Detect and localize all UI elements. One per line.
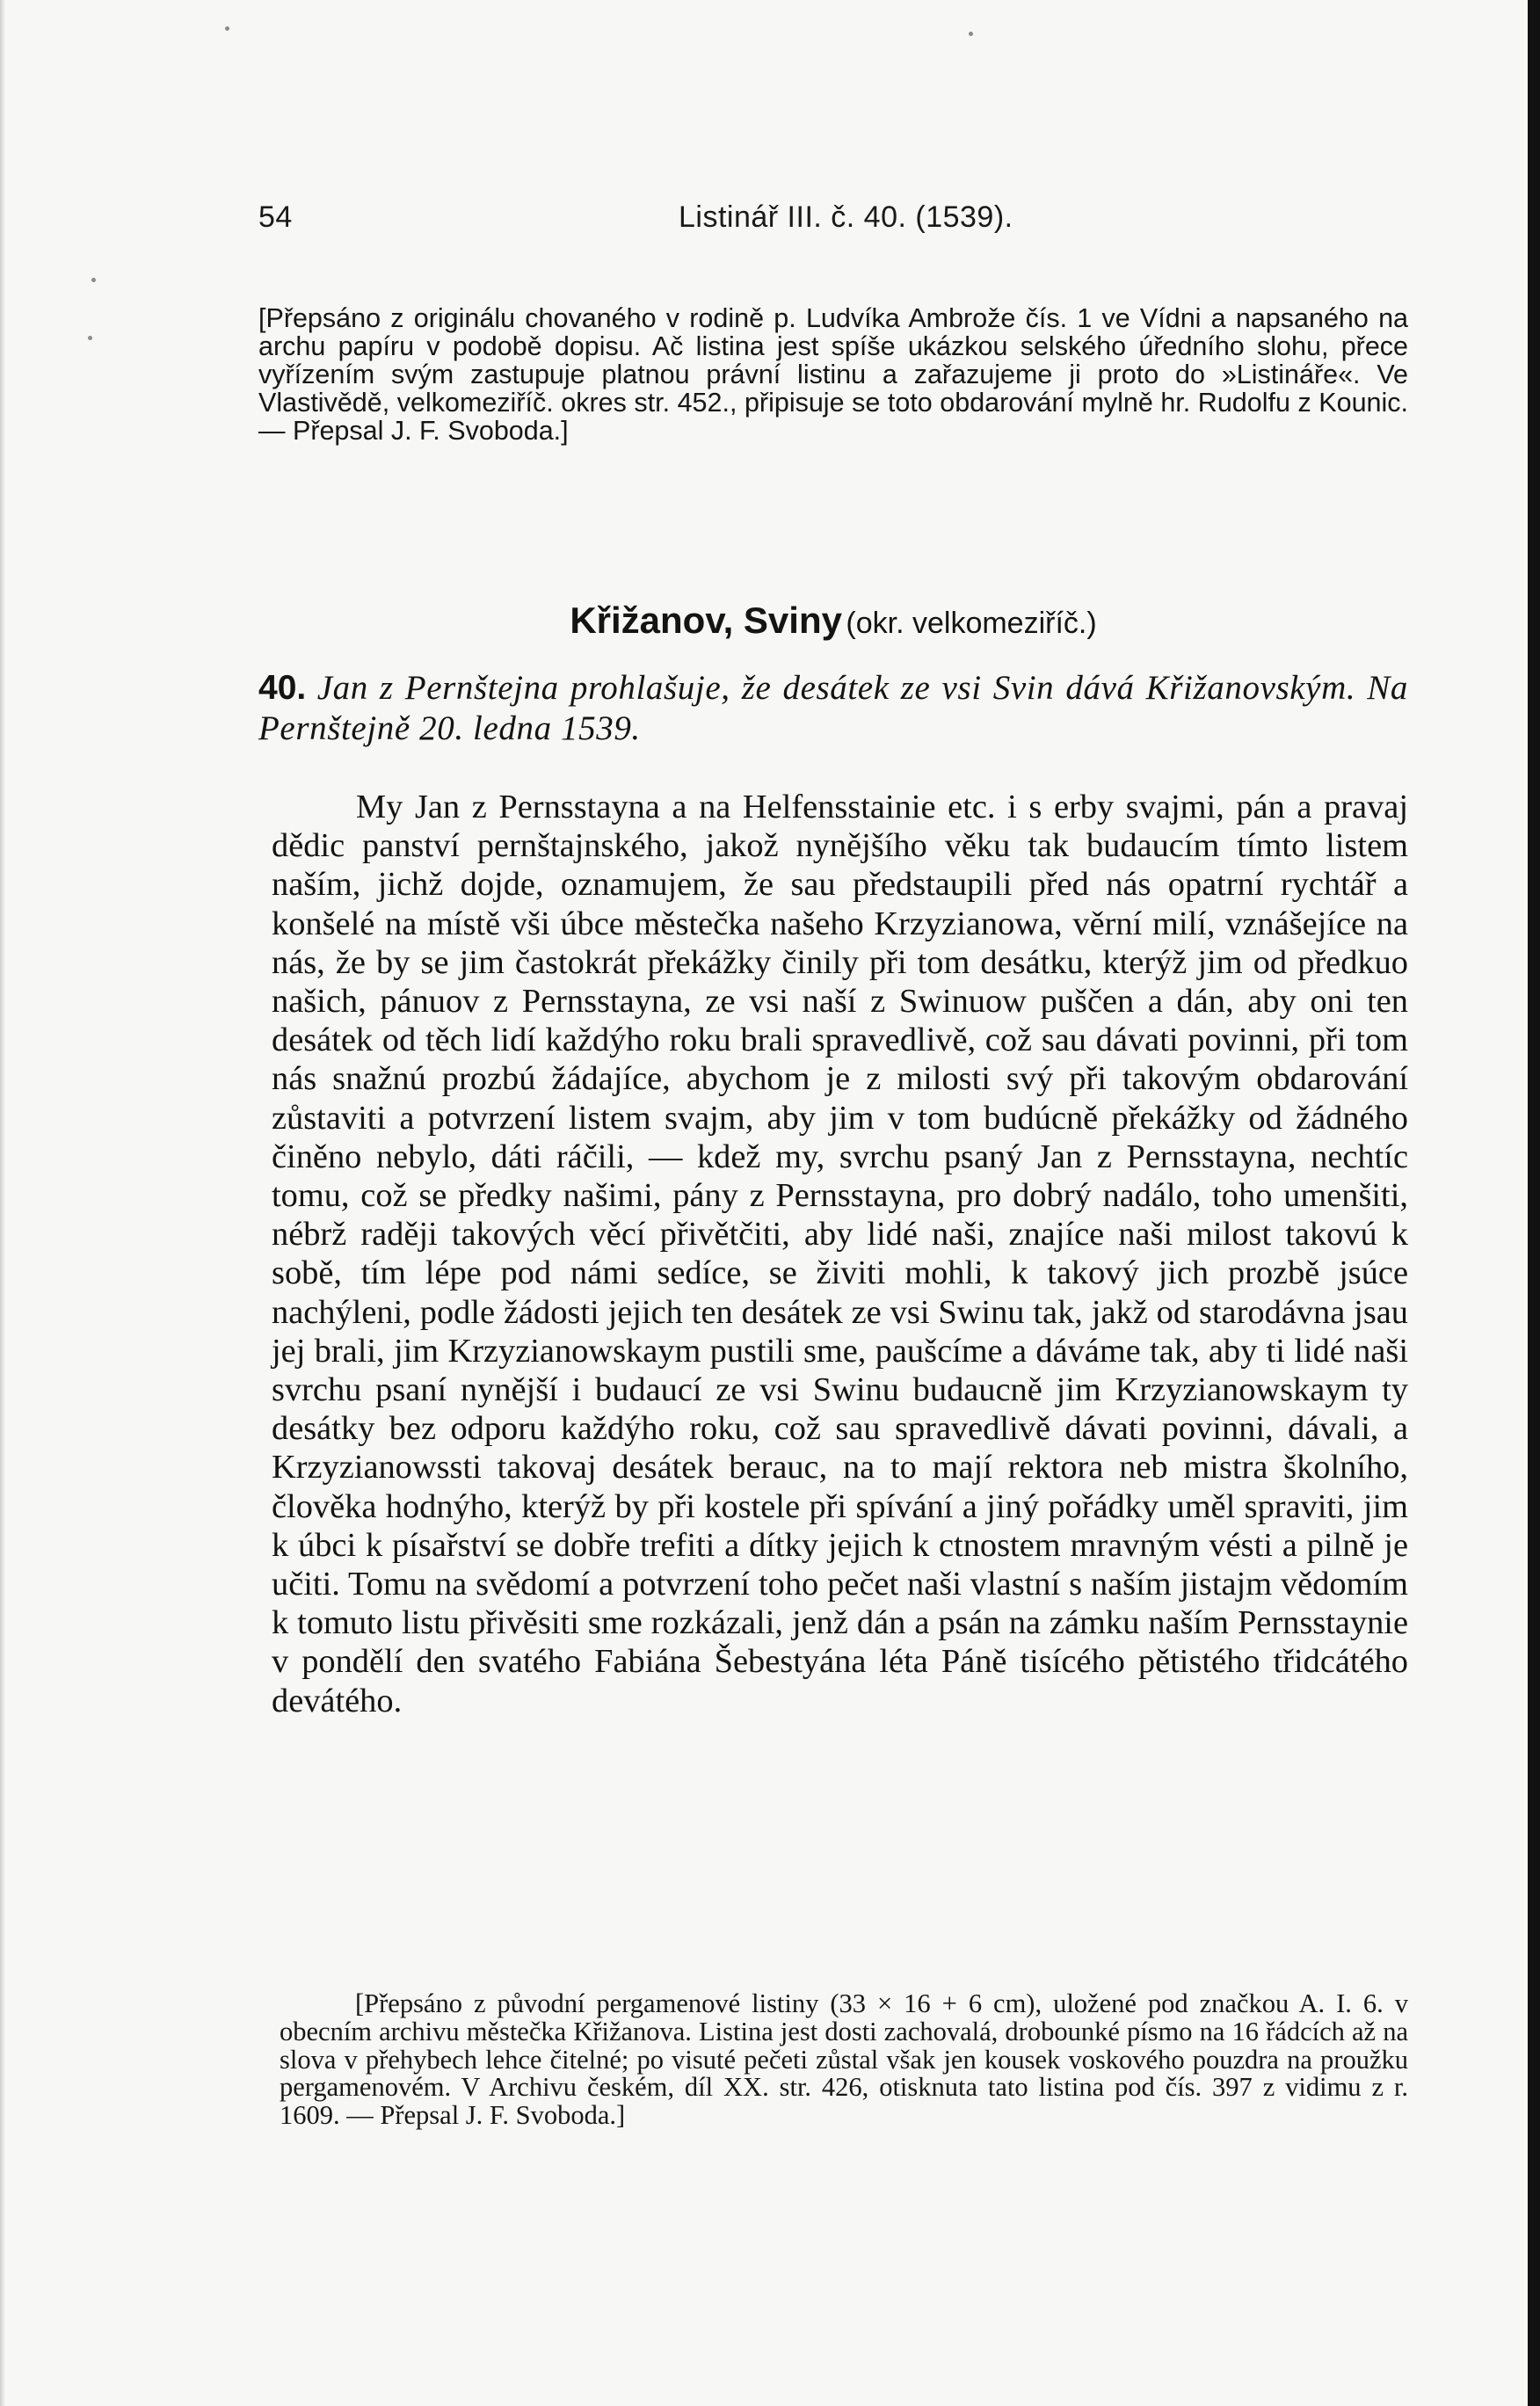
editorial-note-top: [Přepsáno z originálu chovaného v rodině p. Ludvíka Ambrože čís. 1 ve Vídni a napsaného na archu papíru v podobě dopisu. Ač listina jest spíše ukázkou selského úředního slohu, přece vyřízením svým zastupuje platnou právní listinu a zařazujeme ji proto do »Listináře«. Ve Vlastivědě, velkomeziříč. okres str. 452., připisuje se toto obdarování mylně hr. Rudolfu z Kounic.— Přepsal J. F. Svoboda.] xyxy=(258,303,1408,446)
page-left-shadow xyxy=(0,0,5,2406)
scan-speck xyxy=(969,32,973,36)
document-number: 40. xyxy=(258,669,307,707)
document-body: My Jan z Pernsstayna a na Helfensstainie etc. i s erby svajmi, pán a pravaj dědic panství pernštajnského, jakož nynějšího věku tak budaucím tímto listem naším, jichž dojde, oznamujem, že sau předstaupili před nás opatrní rychtář a konšelé na místě vši úbce městečka našeho Krzyzianowa, věrní milí, vznášejíce na nás, že by se jim častokrát překážky činily při tom desátku, kterýž jim od předkuo našich, pánuov z Pernsstayna, ze vsi naší z Swinuow puščen a dán, aby oni ten desátek od těch lidí každýho roku brali spravedlivě, což sau dávati povinni, při tom nás snažnú prozbú žádajíce, abychom je z milosti svý při takovým obdarování zůstaviti a potvrzení listem svajm, aby jim v tom budúcně překážky od žádného činěno nebylo, dáti ráčili, — kdež my, svrchu psaný Jan z Pernsstayna, nechtíc tomu, což se předky našimi, pány z Pernsstayna, pro dobrý nadálo, toho umenšiti, nébrž raději takových věcí přivětčiti, aby lidé naši, znajíce naši milost takovú k sobě, tím lépe pod námi sedíce, se živiti mohli, k takový jich prozbě jsúce nachýleni, podle žádosti jejich ten desátek ze vsi Swinu tak, jakž od starodávna jsau jej brali, jim Krzyzianowskaym pustili sme, paušcíme a dáváme tak, aby ti lidé naši svrchu psaní nynější i budaucí ze vsi Swinu budaucně jim Krzyzianowskaym ty desátky bez odporu každýho roku, což sau spravedlivě dávati povinni, dávali, a Krzyzianowssti takovaj desátek berauc, na to mají rektora neb mistra školního, člověka hodnýho, kterýž by při kostele při spívání a jiný pořádky uměl spraviti, jim k úbci k písařství se dobře trefiti a dítky jejich k ctnostem mravným vésti a pilně je učiti. Tomu na svědomí a potvrzení toho pečet naši vlastní s naším jistajm vědomím k tomuto listu přivěsiti sme rozkázali, jenž dán a psán na zámku naším Pernsstaynie v pondělí den svatého Fabiána Šebestyána léta Páně tisícého pětistého třidcátého devátého. xyxy=(272,789,1408,1719)
scan-speck xyxy=(91,278,96,282)
section-heading-district: (okr. velkomeziříč.) xyxy=(846,607,1097,640)
scan-edge-border xyxy=(1528,0,1540,2406)
scan-speck xyxy=(225,26,229,31)
document-title xyxy=(258,668,1408,749)
document-title-text: Jan z Pernštejna prohlašuje, že desátek ze vsi Svin dává Křižanovským. Na Pernštejně 20. ledna 1539. xyxy=(258,669,1409,747)
section-heading xyxy=(258,600,1408,642)
section-heading-title: Křižanov, Sviny xyxy=(570,600,842,641)
page-number: 54 xyxy=(258,200,293,234)
scan-speck xyxy=(88,336,92,340)
editorial-note-bottom: [Přepsáno z původní pergamenové listiny (33 × 16 + 6 cm), uložené pod značkou A. I. 6. v obecním archivu městečka Křižanova. Listina jest dosti zachovalá, drobounké písmo na 16 řádcích až na slova v přehybech lehce čitelné; po visuté pečeti zůstal však jen kousek voskového pouzdra na proužku pergamenovém. V Archivu českém, díl XX. str. 426, otisknuta tato listina pod čís. 397 z vidimu z r. 1609. — Přepsal J. F. Svoboda.] xyxy=(280,1988,1408,2131)
running-title: Listinář III. č. 40. (1539). xyxy=(679,200,1013,234)
running-header xyxy=(258,200,1408,244)
